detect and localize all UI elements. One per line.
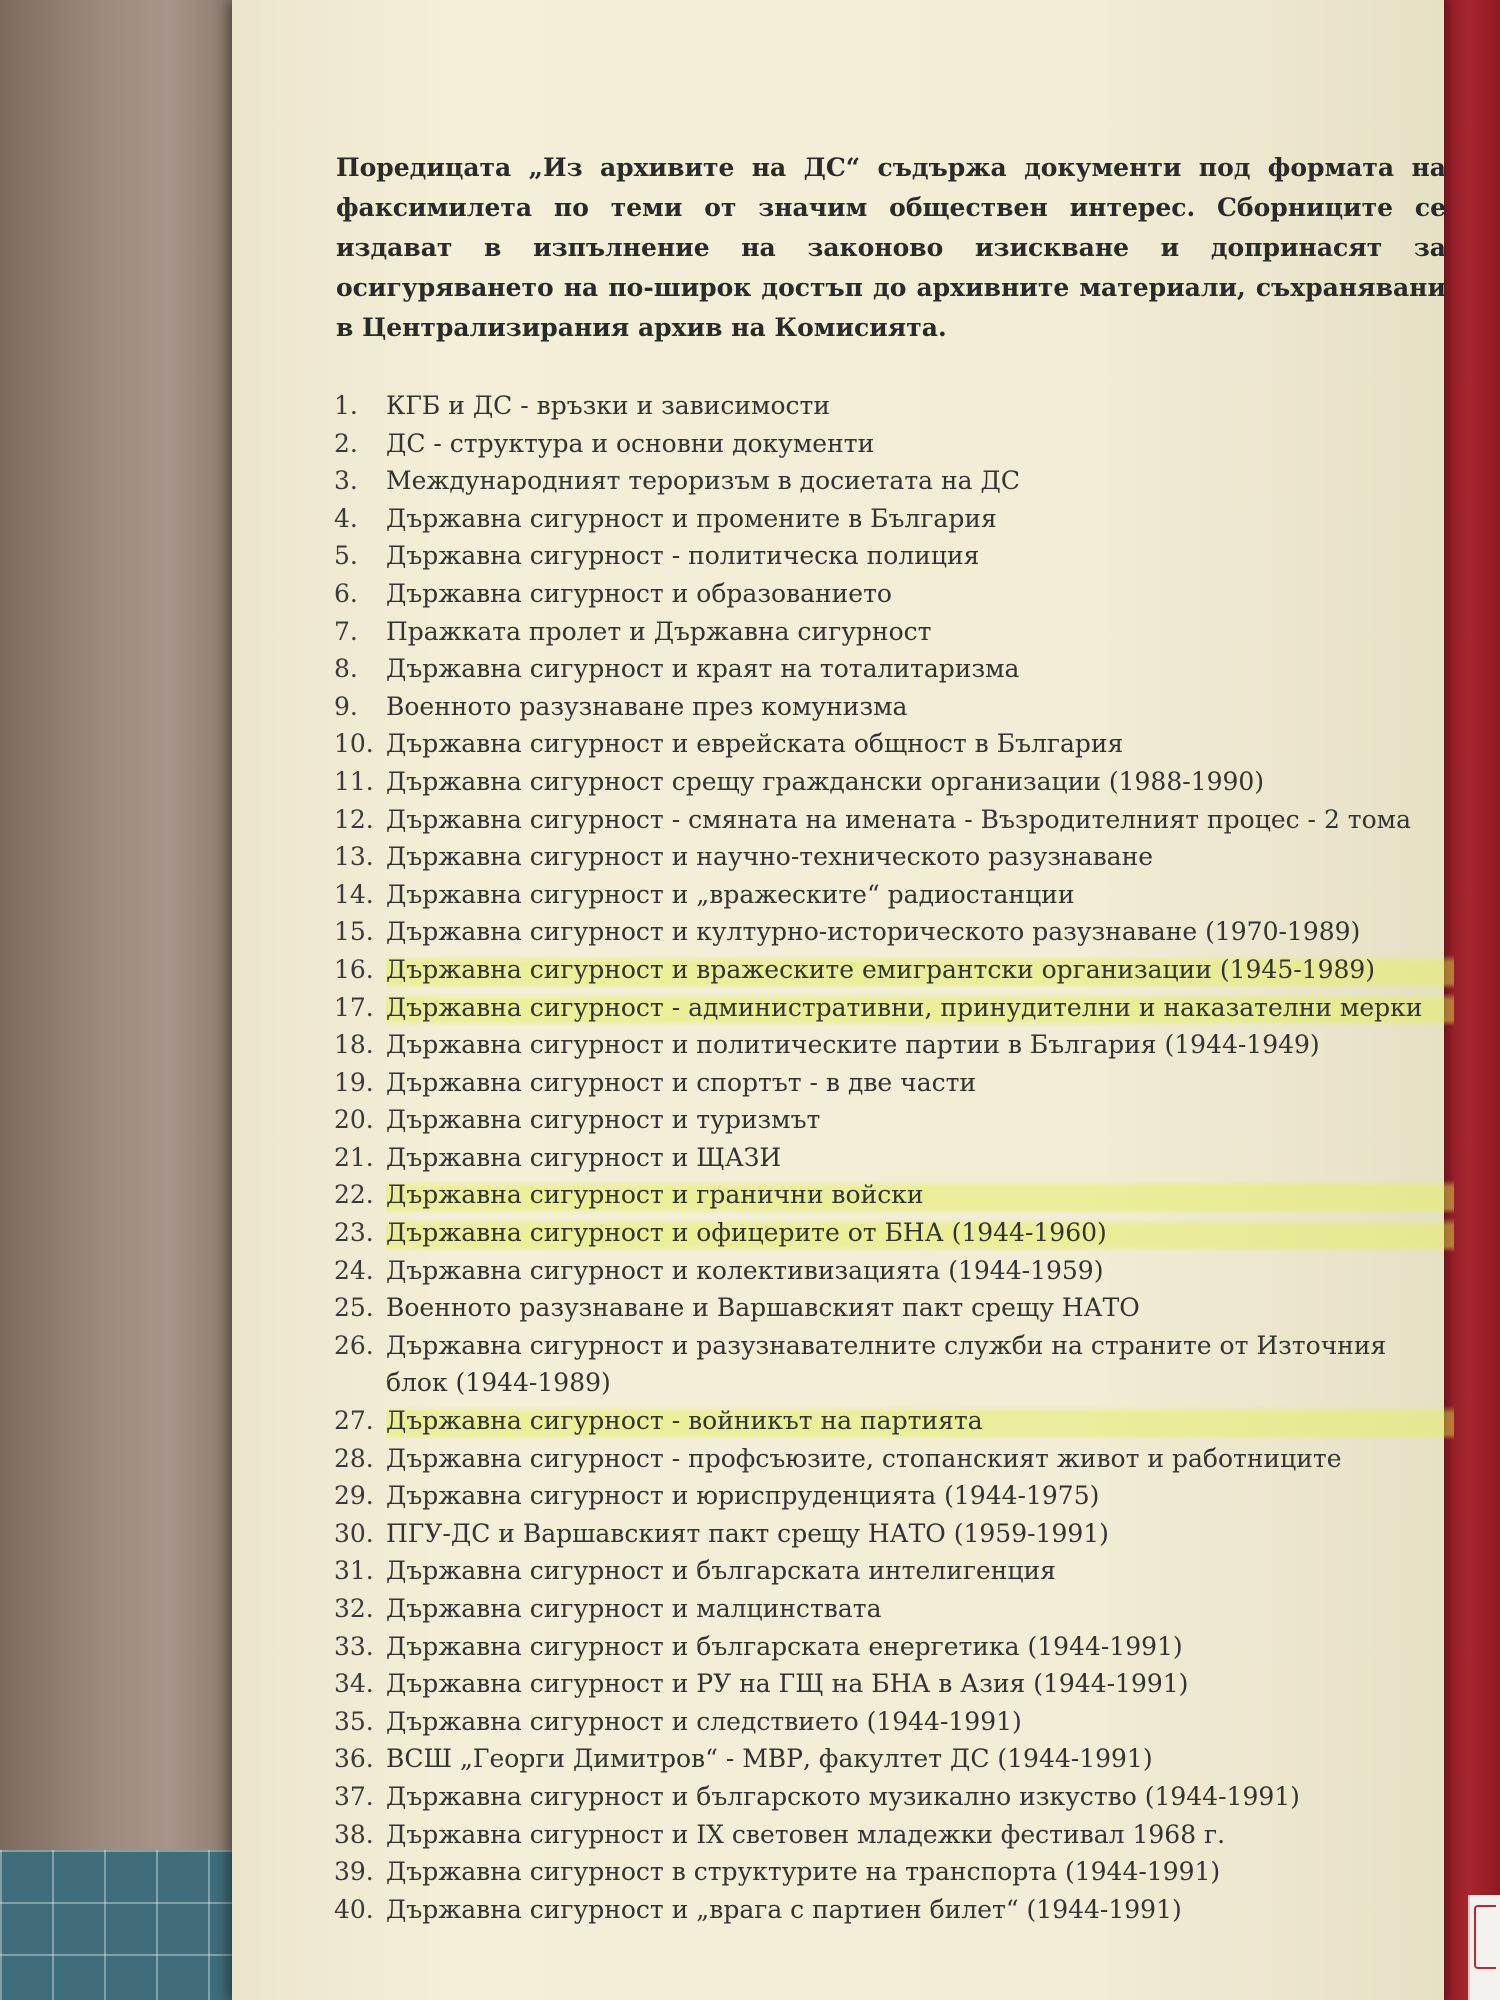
list-item: [334, 913, 1454, 951]
item-number: 27.: [334, 1406, 374, 1436]
list-item: [334, 613, 1454, 651]
item-number: 11.: [334, 766, 374, 796]
item-number: 18.: [334, 1030, 374, 1060]
item-title: КГБ и ДС - връзки и зависимости: [386, 391, 831, 420]
list-item: [334, 1101, 1454, 1139]
list-item: [334, 575, 1454, 613]
item-title: Държавна сигурност и българското музикално изкуство (1944-1991): [386, 1781, 1300, 1811]
item-title: ПГУ-ДС и Варшавският пакт срещу НАТО (1959-1991): [386, 1518, 1109, 1548]
item-title: Държавна сигурност и образованието: [386, 578, 892, 608]
item-number: 37.: [334, 1781, 374, 1811]
item-title-highlighted: Държавна сигурност - административни, принудителни и наказателни мерки: [386, 989, 1454, 1027]
item-title: Пражката пролет и Държавна сигурност: [386, 616, 932, 646]
item-number: 30.: [334, 1518, 374, 1548]
item-title: Държавна сигурност в структурите на транспорта (1944-1991): [386, 1857, 1221, 1887]
list-item: [334, 1214, 1454, 1252]
list-item: [334, 1515, 1454, 1553]
list-item: [334, 801, 1454, 839]
item-number: 24.: [334, 1255, 374, 1285]
list-item: [334, 1327, 1454, 1402]
list-item: [334, 1628, 1454, 1666]
item-number: 35.: [334, 1706, 374, 1736]
item-number: 32.: [334, 1594, 374, 1623]
item-title: Държавна сигурност - профсъюзите, стопанският живот и работниците: [386, 1443, 1342, 1473]
item-title-highlighted: Държавна сигурност и офицерите от БНА (1944-1960): [386, 1214, 1454, 1252]
item-title: Държавна сигурност и разузнавателните служби на страните от Източния блок (1944-1989): [386, 1330, 1387, 1398]
list-item: [334, 1252, 1454, 1290]
item-number: 34.: [334, 1669, 374, 1699]
list-item: [334, 1552, 1454, 1590]
item-title: Държавна сигурност и ЩАЗИ: [386, 1142, 782, 1172]
list-item: [334, 650, 1454, 688]
item-number: 19.: [334, 1067, 374, 1097]
list-item: [334, 1891, 1454, 1929]
item-title-highlighted: Държавна сигурност и вражеските емигрантски организации (1945-1989): [386, 951, 1454, 989]
item-title: Държавна сигурност срещу граждански организации (1988-1990): [386, 766, 1265, 796]
item-title: Държавна сигурност и българската интелигенция: [386, 1556, 1056, 1586]
list-item: [334, 1740, 1454, 1778]
item-number: 2.: [334, 428, 358, 458]
item-title: Държавна сигурност и „вражеските“ радиостанции: [386, 879, 1075, 909]
list-item: [334, 763, 1454, 801]
list-item: [334, 1778, 1454, 1816]
item-title: Военното разузнаване и Варшавският пакт срещу НАТО: [386, 1293, 1140, 1323]
item-number: 1.: [334, 391, 358, 420]
item-number: 14.: [334, 879, 374, 909]
item-number: 16.: [334, 954, 374, 984]
list-item: [334, 951, 1454, 989]
list-item: [334, 1816, 1454, 1854]
list-item: [334, 1853, 1454, 1891]
list-item: [334, 500, 1454, 538]
item-title-highlighted: Държавна сигурност и гранични войски: [386, 1176, 1454, 1214]
item-number: 33.: [334, 1631, 374, 1661]
item-title: Държавна сигурност и политическите партии в България (1944-1949): [386, 1030, 1320, 1060]
item-number: 7.: [334, 616, 358, 646]
item-title: Държавна сигурност и културно-историческото разузнаване (1970-1989): [386, 917, 1361, 947]
item-title: Държавна сигурност и РУ на ГЩ на БНА в Азия (1944-1991): [386, 1669, 1189, 1699]
item-number: 36.: [334, 1744, 374, 1774]
list-item: [334, 838, 1454, 876]
list-item: [334, 688, 1454, 726]
list-item: [334, 1064, 1454, 1102]
list-item: [334, 1176, 1454, 1214]
item-number: 40.: [334, 1894, 374, 1924]
item-number: 26.: [334, 1330, 374, 1360]
book-page: [232, 0, 1444, 2000]
item-title: ДС - структура и основни документи: [386, 428, 875, 458]
list-item: [334, 1402, 1454, 1440]
item-number: 31.: [334, 1556, 374, 1586]
item-title: Международният тероризъм в досиетата на ДС: [386, 466, 1020, 496]
list-item: [334, 876, 1454, 914]
list-item: [334, 1289, 1454, 1327]
item-number: 4.: [334, 503, 358, 533]
item-number: 22.: [334, 1180, 374, 1210]
item-number: 6.: [334, 578, 358, 608]
item-number: 8.: [334, 654, 358, 684]
item-number: 38.: [334, 1819, 374, 1849]
item-number: 29.: [334, 1481, 374, 1511]
list-item: [334, 989, 1454, 1027]
item-number: 39.: [334, 1857, 374, 1887]
item-number: 17.: [334, 992, 374, 1022]
item-number: 10.: [334, 729, 374, 759]
item-number: 23.: [334, 1218, 374, 1248]
item-title-highlighted: Държавна сигурност - войникът на партията: [386, 1402, 1454, 1440]
item-title: ВСШ „Георги Димитров“ - МВР, факултет ДС (1944-1991): [386, 1744, 1153, 1774]
list-item: [334, 425, 1454, 463]
list-item: [334, 1477, 1454, 1515]
item-title: Държавна сигурност и краят на тоталитаризма: [386, 654, 1020, 684]
item-number: 13.: [334, 842, 374, 872]
list-item: [334, 1665, 1454, 1703]
item-title: Държавна сигурност - смяната на имената - Възродителният процес - 2 тома: [386, 804, 1412, 834]
list-item: [334, 462, 1454, 500]
list-item: [334, 387, 1454, 425]
list-item: [334, 1590, 1454, 1628]
list-item: [334, 1703, 1454, 1741]
item-number: 25.: [334, 1293, 374, 1323]
item-number: 3.: [334, 466, 358, 496]
item-title: Държавна сигурност и спортът - в две части: [386, 1067, 977, 1097]
item-title: Държавна сигурност и следствието (1944-1991): [386, 1706, 1022, 1736]
item-title: Държавна сигурност и колективизацията (1944-1959): [386, 1255, 1104, 1285]
list-item: [334, 1026, 1454, 1064]
intro-paragraph: Поредицата „Из архивите на ДС“ съдържа документи под формата на факсимилета по теми от значим обществен интерес. Сборниците се издават в изпълнение на законово изискване и допринасят за осигуряването на по-широк достъп до архивните материали, съхранявани в Централизирания архив на Комисията.: [336, 153, 1446, 342]
list-item: [334, 725, 1454, 763]
item-title: Държавна сигурност и българската енергетика (1944-1991): [386, 1631, 1183, 1661]
item-title: Държавна сигурност и IX световен младежки фестивал 1968 г.: [386, 1819, 1226, 1849]
cutting-mat: [0, 1850, 240, 2000]
item-title: Държавна сигурност и промените в България: [386, 503, 997, 533]
item-title: Държавна сигурност и туризмът: [386, 1105, 821, 1135]
series-list: [334, 387, 1454, 1928]
item-number: 12.: [334, 804, 374, 834]
item-number: 5.: [334, 541, 358, 571]
item-number: 15.: [334, 917, 374, 947]
item-title: Държавна сигурност и юриспруденцията (1944-1975): [386, 1481, 1100, 1511]
item-title: Държавна сигурност и научно-техническото разузнаване: [386, 842, 1154, 872]
paper-bag-background: [0, 0, 240, 1860]
item-number: 28.: [334, 1443, 374, 1473]
sticker-mark: [1474, 1905, 1496, 1969]
item-number: 21.: [334, 1142, 374, 1172]
item-title: Държавна сигурност и еврейската общност в България: [386, 729, 1124, 759]
list-item: [334, 1440, 1454, 1478]
item-title: Държавна сигурност и малцинствата: [386, 1594, 882, 1623]
item-title: Държавна сигурност и „врага с партиен билет“ (1944-1991): [386, 1894, 1182, 1924]
item-number: 20.: [334, 1105, 374, 1135]
list-item: [334, 1139, 1454, 1177]
item-title: Военното разузнаване през комунизма: [386, 691, 908, 721]
list-item: [334, 537, 1454, 575]
item-number: 9.: [334, 691, 358, 721]
item-title: Държавна сигурност - политическа полиция: [386, 541, 980, 571]
